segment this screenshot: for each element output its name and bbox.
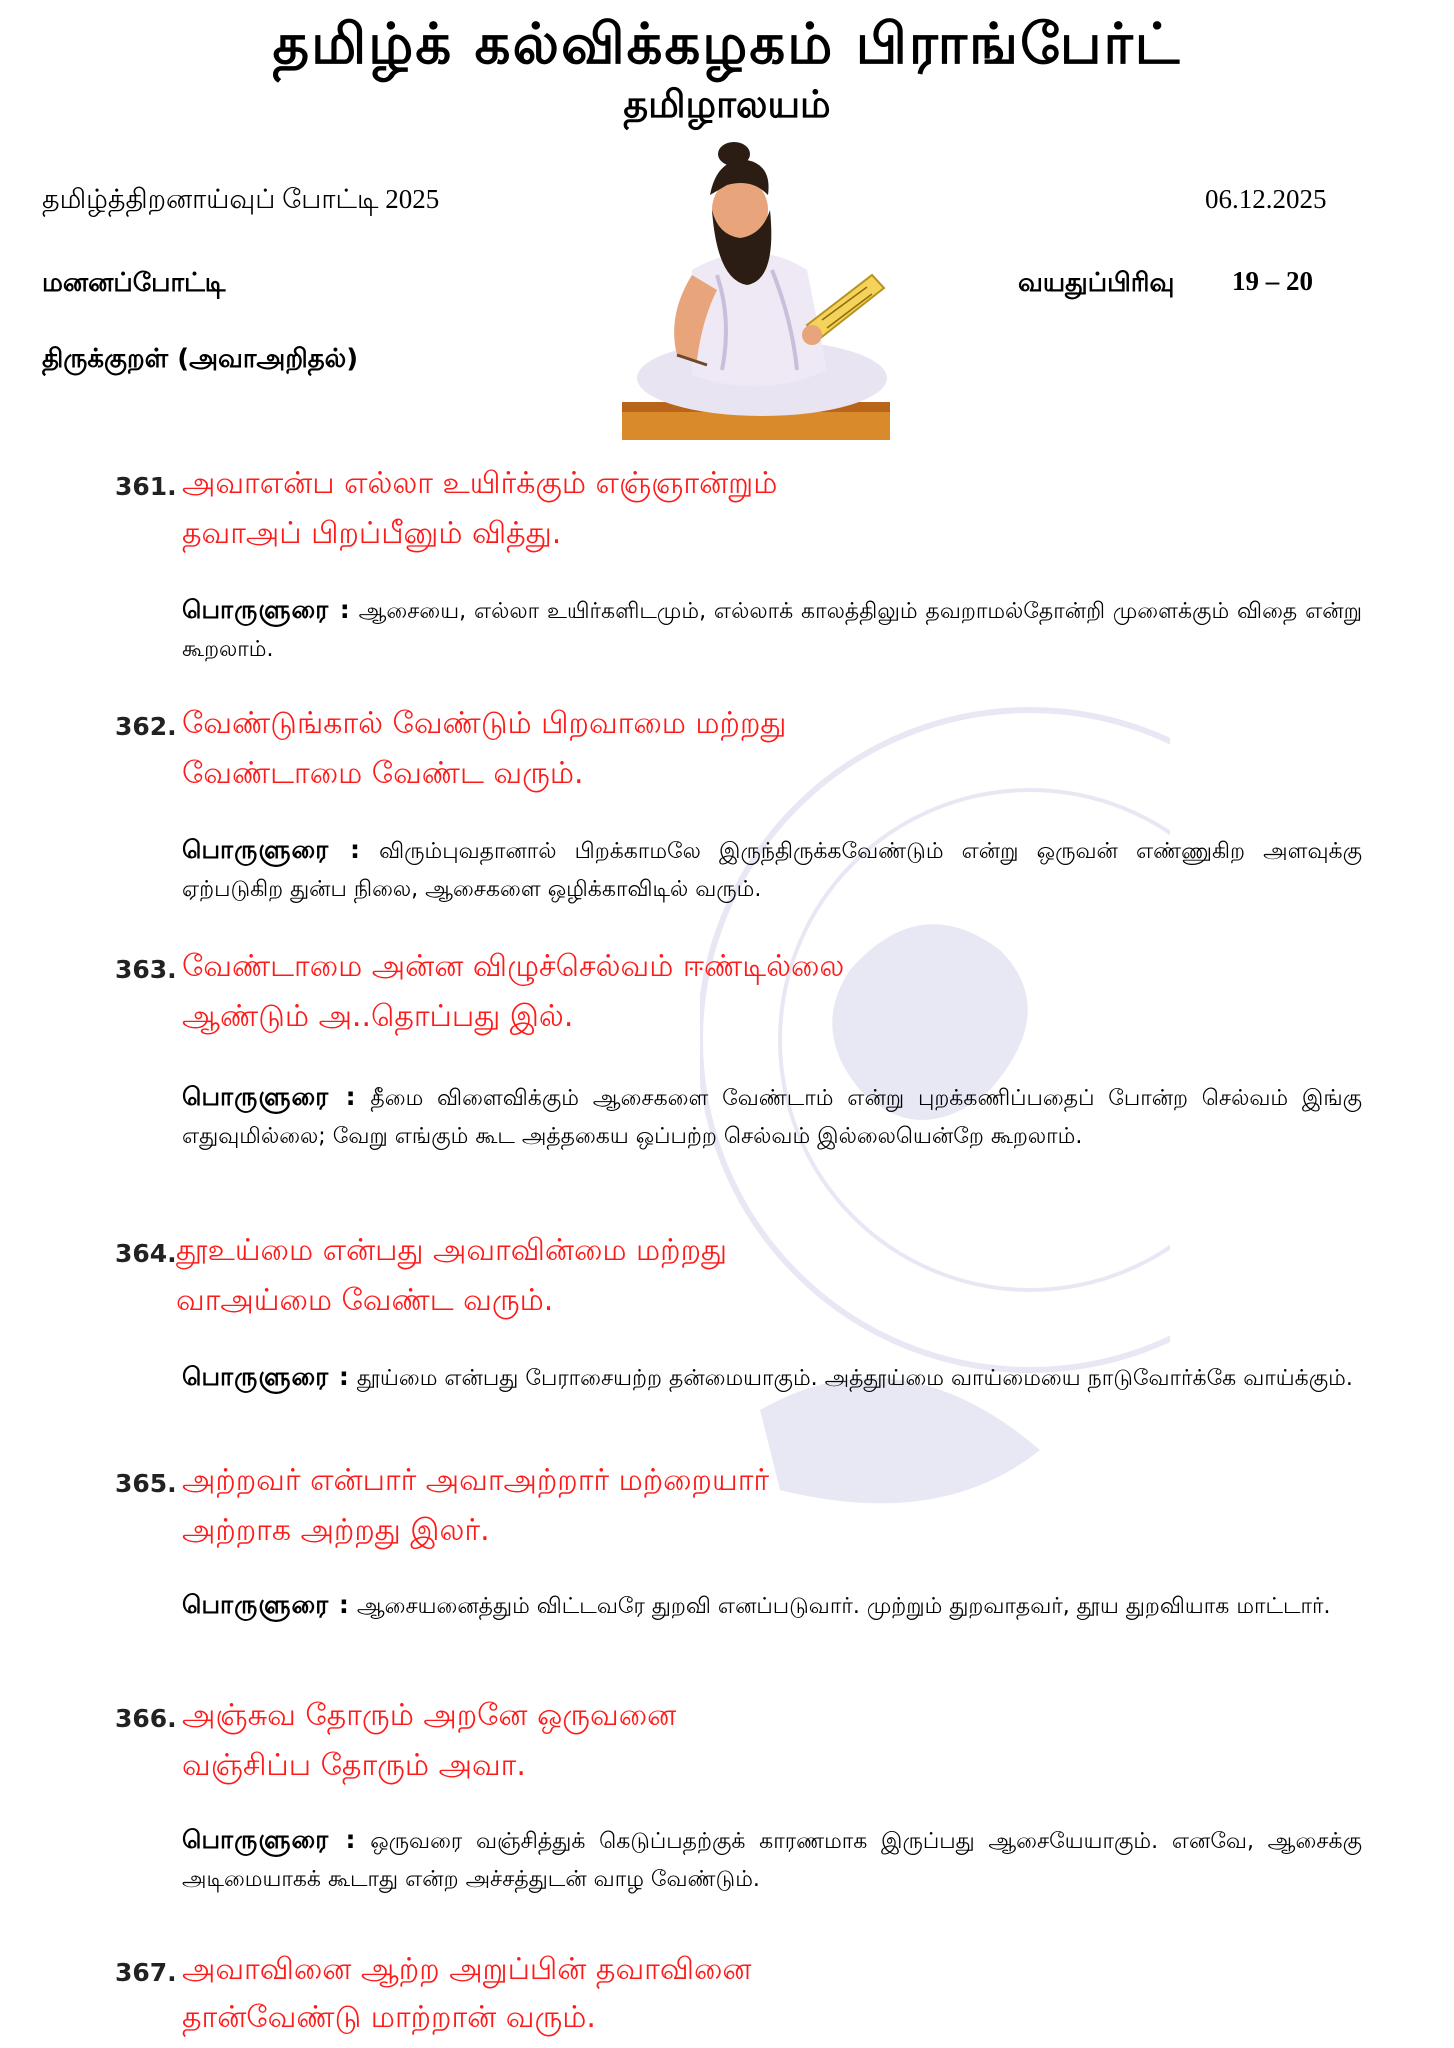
kural-number: 367. (115, 1958, 177, 1987)
kural-line-1: வேண்டுங்கால் வேண்டும் பிறவாமை மற்றது (182, 706, 787, 741)
meaning-label: பொருளுரை : (182, 835, 361, 864)
kural-line-2: வாஅய்மை வேண்ட வரும். (176, 1283, 554, 1318)
age-range: 19 – 20 (1232, 266, 1313, 296)
kural-line-1: அஞ்சுவ தோரும் அறனே ஒருவனை (182, 1698, 677, 1733)
chapter-title: திருக்குறள் (அவாஅறிதல்) (42, 344, 359, 374)
kural-line-2: ஆண்டும் அ..தொப்பது இல். (182, 999, 574, 1034)
kural-number: 366. (115, 1704, 177, 1733)
meaning-label: பொருளுரை : (182, 1825, 357, 1854)
age-label: வயதுப்பிரிவு (1018, 268, 1175, 298)
kural-meaning (182, 1586, 1362, 1626)
kural-meaning (182, 1821, 1362, 1899)
kural-line-2: வஞ்சிப்ப தோரும் அவா. (182, 1748, 526, 1783)
meaning-text: ஆசையனைத்தும் விட்டவரே துறவி எனப்படுவார். முற்றும் துறவாதவர், தூய துறவியாக மாட்டார். (356, 1594, 1331, 1619)
kural-line-2: வேண்டாமை வேண்ட வரும். (182, 756, 584, 791)
kural-meaning (182, 1078, 1362, 1156)
kural-meaning (182, 831, 1362, 909)
kural-line-2: தான்வேண்டு மாற்றான் வரும். (182, 2000, 596, 2035)
meaning-label: பொருளுரை : (182, 1082, 357, 1111)
kural-line-2: அற்றாக அற்றது இலர். (182, 1513, 490, 1548)
kural-number: 363. (115, 955, 177, 984)
kural-line-1: வேண்டாமை அன்ன விழுச்செல்வம் ஈண்டில்லை (182, 949, 845, 984)
school-subtitle: தமிழாலயம் (623, 82, 831, 126)
meaning-label: பொருளுரை : (182, 1362, 350, 1391)
kural-line-2: தவாஅப் பிறப்பீனும் வித்து. (182, 516, 562, 551)
school-title: தமிழ்க் கல்விக்கழகம் பிராங்பேர்ட் (272, 12, 1182, 77)
kural-meaning (182, 591, 1362, 669)
category-label: மனனப்போட்டி (42, 268, 226, 298)
thiruvalluvar-portrait (622, 140, 890, 440)
kural-line-1: தூஉய்மை என்பது அவாவின்மை மற்றது (176, 1233, 728, 1268)
kural-number: 364. (115, 1239, 177, 1268)
meaning-text: ஆசையை, எல்லா உயிர்களிடமும், எல்லாக் காலத்திலும் தவறாமல்தோன்றி முளைக்கும் விதை என்று கூறலாம். (182, 599, 1362, 662)
meaning-text: தூய்மை என்பது பேராசையற்ற தன்மையாகும். அத்தூய்மை வாய்மையை நாடுவோர்க்கே வாய்க்கும். (356, 1366, 1353, 1391)
competition-name: தமிழ்த்திறனாய்வுப் போட்டி 2025 (42, 184, 440, 214)
meaning-text: தீமை விளைவிக்கும் ஆசைகளை வேண்டாம் என்று புறக்கணிப்பதைப் போன்ற செல்வம் இங்கு எதுவுமில்லை; வேறு எங்கும் கூட அத்தகைய ஒப்பற்ற செல்வம் இல்லையென்றே கூறலாம். (182, 1086, 1363, 1149)
kural-line-1: அவாஎன்ப எல்லா உயிர்க்கும் எஞ்ஞான்றும் (182, 466, 778, 501)
meaning-label: பொருளுரை : (182, 595, 351, 624)
kural-line-1: அவாவினை ஆற்ற அறுப்பின் தவாவினை (182, 1952, 752, 1987)
meaning-text: ஒருவரை வஞ்சித்துக் கெடுப்பதற்குக் காரணமாக இருப்பது ஆசையேயாகும். எனவே, ஆசைக்கு அடிமையாகக் கூடாது என்ற அச்சத்துடன் வாழ வேண்டும். (182, 1829, 1362, 1892)
kural-number: 362. (115, 712, 177, 741)
meaning-text: விரும்புவதானால் பிறக்காமலே இருந்திருக்கவேண்டும் என்று ஒருவன் எண்ணுகிற அளவுக்கு ஏற்படுகிற துன்ப நிலை, ஆசைகளை ஒழிக்காவிடில் வரும். (182, 839, 1362, 902)
competition-date: 06.12.2025 (1205, 184, 1327, 214)
kural-number: 361. (115, 472, 177, 501)
kural-line-1: அற்றவர் என்பார் அவாஅற்றார் மற்றையார் (182, 1463, 770, 1498)
kural-number: 365. (115, 1469, 177, 1498)
meaning-label: பொருளுரை : (182, 1590, 350, 1619)
kural-meaning (182, 1358, 1362, 1398)
